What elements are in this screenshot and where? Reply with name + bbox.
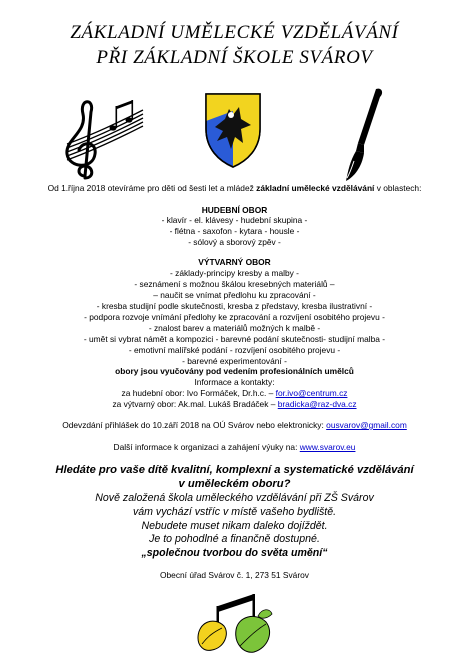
art-line: - znalost barev a materiálů možných k malbě - bbox=[148, 323, 321, 333]
submission-text: Odevzdání přihlášek do 10.září 2018 na OÚ Svárov nebo elektronicky: ousvarov@gmail.com bbox=[62, 420, 407, 430]
contact-music: za hudební obor: Ivo Formáček, Dr.h.c. – for.ivo@centrum.cz bbox=[121, 388, 348, 398]
promo-question-line-1: Hledáte pro vaše dítě kvalitní, komplexní a systematické vzdělávání bbox=[55, 464, 414, 476]
promo-question-line-2: v uměleckém oboru? bbox=[178, 478, 291, 490]
submission-email-link[interactable]: ousvarov@gmail.com bbox=[326, 420, 407, 430]
art-line: - umět si vybrat námět a kompozici - barevné podání skutečnosti- studijní malba - bbox=[83, 334, 386, 344]
music-email-link[interactable]: for.ivo@centrum.cz bbox=[275, 388, 348, 398]
promo-line: Nebudete muset nikam daleko dojíždět. bbox=[141, 520, 328, 532]
art-line: – naučit se vnímat předlohu ku zpracování - bbox=[153, 290, 316, 300]
contact-art: za výtvarný obor: Ak.mal. Lukáš Bradáček – bradicka@raz-dva.cz bbox=[112, 399, 357, 409]
art-line: - emotivní malířské podání - rozvíjení osobitého projevu - bbox=[128, 345, 341, 355]
promo-line: Nově založená škola uměleckého vzdělávání při ZŠ Svárov bbox=[95, 492, 374, 504]
music-line: - sólový a sborový zpěv - bbox=[188, 237, 281, 247]
music-line: - flétna - saxofon - kytara - housle - bbox=[169, 226, 300, 236]
art-line: - základy-principy kresby a malby - bbox=[170, 268, 299, 278]
title-line-2: PŘI ZÁKLADNÍ ŠKOLE SVÁROV bbox=[96, 47, 373, 68]
footer-address: Obecní úřad Svárov č. 1, 273 51 Svárov bbox=[160, 570, 309, 580]
art-line: - podpora rozvoje vnímání předlohy ke zpracování a rozvíjení osobitého projevu - bbox=[84, 312, 385, 322]
art-heading: VÝTVARNÝ OBOR bbox=[198, 257, 271, 267]
music-heading: HUDEBNÍ OBOR bbox=[201, 205, 268, 215]
art-line: - barevné experimentování - bbox=[182, 356, 287, 366]
title-line-1: ZÁKLADNÍ UMĚLECKÉ VZDĚLÁVÁNÍ bbox=[70, 22, 399, 43]
art-line: - kresba studijní podle skutečnosti, kresba z představy, kresba ilustrativní - bbox=[96, 301, 373, 311]
contacts-heading: Informace a kontakty: bbox=[194, 377, 275, 387]
music-line: - klavír - el. klávesy - hudební skupina - bbox=[161, 215, 308, 225]
promo-line: vám vychází vstříc v místě vašeho bydliště. bbox=[132, 506, 337, 518]
art-line: - seznámení s možnou škálou kresebných materiálů – bbox=[134, 279, 335, 289]
art-email-link[interactable]: bradicka@raz-dva.cz bbox=[277, 399, 357, 409]
treble-clef-icon bbox=[55, 92, 150, 182]
website-link[interactable]: www.svarov.eu bbox=[299, 442, 356, 452]
intro-text: Od 1.října 2018 otevíráme pro děti od šesti let a mládež základní umělecké vzdělávání v oblastech: bbox=[47, 183, 422, 193]
promo-line: Je to pohodlné a finančně dostupné. bbox=[149, 533, 320, 545]
paintbrush-icon bbox=[338, 85, 388, 185]
coat-of-arms-icon bbox=[203, 91, 263, 169]
art-bold-line: obory jsou vyučovány pod vedením profesionálních umělců bbox=[115, 366, 354, 376]
music-notes-leaves-icon bbox=[196, 586, 274, 658]
promo-slogan: „společnou tvorbou do světa umění“ bbox=[141, 547, 328, 559]
more-info-text: Další informace k organizaci a zahájení výuky na: www.svarov.eu bbox=[113, 442, 356, 452]
